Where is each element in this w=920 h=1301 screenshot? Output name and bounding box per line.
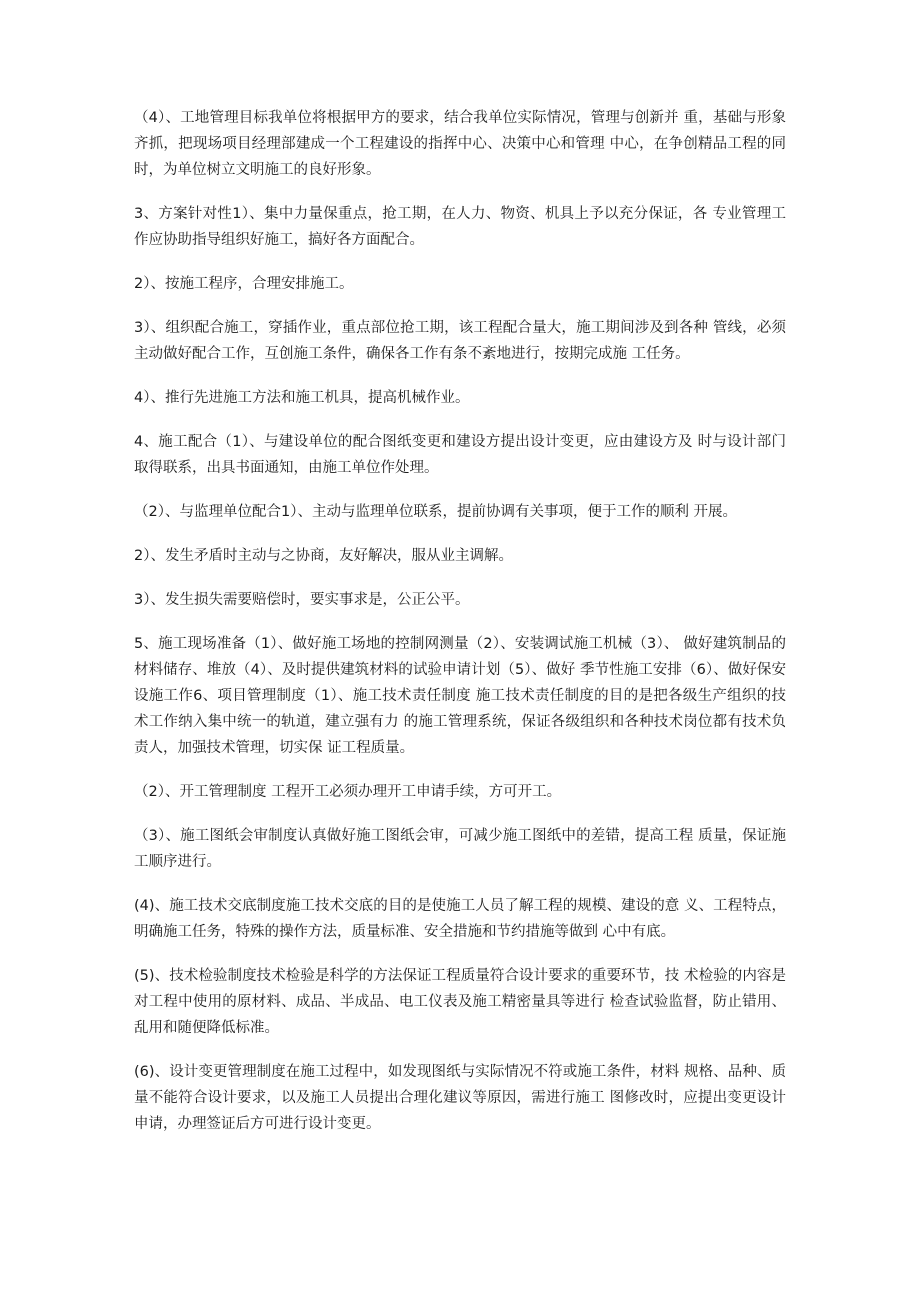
paragraph-technical-inspection: (5)、技术检验制度技术检验是科学的方法保证工程质量符合设计要求的重要环节，技 术检验的内容是对工程中使用的原材料、成品、半成品、电工仪表及施工精密量具等进行 检查试验监督，防止错用、乱用和随便降低标准。 <box>134 968 786 1036</box>
paragraph-construction-sequence: 2）、按施工程序，合理安排施工。 <box>134 276 354 292</box>
paragraph-drawing-review: （3）、施工图纸会审制度认真做好施工图纸会审，可减少施工图纸中的差错，提高工程 质量，保证施工顺序进行。 <box>134 828 786 870</box>
paragraph-advanced-methods: 4）、推行先进施工方法和施工机具，提高机械作业。 <box>134 390 470 406</box>
paragraph-site-management-goal: （4）、工地管理目标我单位将根据甲方的要求，结合我单位实际情况，管理与创新并 重，基础与形象齐抓，把现场项目经理部建成一个工程建设的指挥中心、决策中心和管理 中心，在争创精品工程的同时，为单位树立文明施工的良好形象。 <box>134 110 786 178</box>
paragraph-conflict-resolution: 2）、发生矛盾时主动与之协商，友好解决，服从业主调解。 <box>134 548 513 564</box>
document-body <box>134 105 786 1155</box>
paragraph-loss-compensation: 3）、发生损失需要赔偿时，要实事求是，公正公平。 <box>134 592 470 608</box>
paragraph-coordinated-construction: 3）、组织配合施工，穿插作业，重点部位抢工期，该工程配合量大，施工期间涉及到各种 管线，必须主动做好配合工作，互创施工条件，确保各工作有条不紊地进行，按期完成施 工任务。 <box>134 320 786 362</box>
paragraph-supervisor-coordination: （2）、与监理单位配合1）、主动与监理单位联系，提前协调有关事项，便于工作的顺利 开展。 <box>134 504 738 520</box>
paragraph-construction-coordination: 4、施工配合（1）、与建设单位的配合图纸变更和建设方提出设计变更，应由建设方及 时与设计部门取得联系，出具书面通知，由施工单位作处理。 <box>134 434 786 476</box>
paragraph-plan-targeting: 3、方案针对性1）、集中力量保重点，抢工期，在人力、物资、机具上予以充分保证，各 专业管理工作应协助指导组织好施工，搞好各方面配合。 <box>134 206 786 248</box>
paragraph-technical-briefing: (4)、施工技术交底制度施工技术交底的目的是使施工人员了解工程的规模、建设的意 义、工程特点，明确施工任务，特殊的操作方法，质量标准、安全措施和节约措施等做到 心中有底。 <box>134 898 786 940</box>
paragraph-start-management: （2）、开工管理制度 工程开工必须办理开工申请手续，方可开工。 <box>134 784 562 800</box>
paragraph-site-preparation: 5、施工现场准备（1）、做好施工场地的控制网测量（2）、安装调试施工机械（3）、 做好建筑制品的材料储存、堆放（4）、及时提供建筑材料的试验申请计划（5）、做好 季节性施工安排（6）、做好保安设施工作6、项目管理制度（1）、施工技术责任制度 施工技术责任制度的目的是把各级生产组织的技术工作纳入集中统一的轨道，建立强有力 的施工管理系统，保证各级组织和各种技术岗位都有技术负责人，加强技术管理，切实保 证工程质量。 <box>134 636 786 756</box>
paragraph-design-change: (6)、设计变更管理制度在施工过程中，如发现图纸与实际情况不符或施工条件，材料 规格、品种、质量不能符合设计要求，以及施工人员提出合理化建议等原因，需进行施工 图修改时，应提出变更设计申请，办理签证后方可进行设计变更。 <box>134 1064 786 1132</box>
